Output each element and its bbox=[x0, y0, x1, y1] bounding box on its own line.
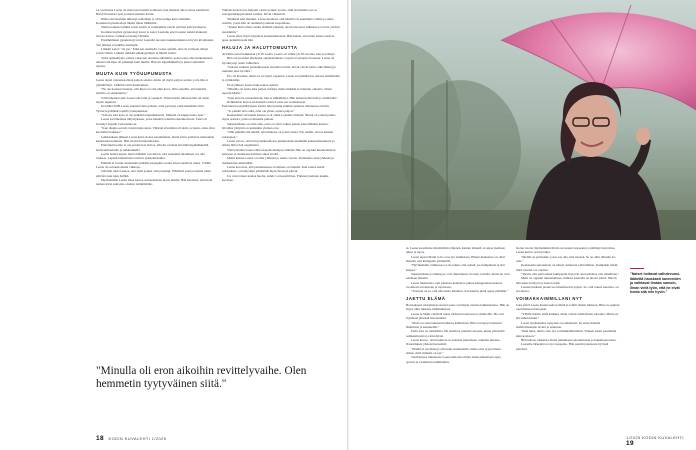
body-paragraph: Avioliitto kesti kaikkiaan yli 30 vuotta. Leena oli vähän yli 30-vuotias, kun se päättyi. bbox=[222, 52, 336, 57]
body-paragraph: Leena muistuttaa, että jokaisen kannattaa puhua kumppaninsa kanssa avoimesti toiveistaan ja rajoistaan. bbox=[406, 280, 503, 290]
body-paragraph: "Matti on ollut tukenani kaikissa käänteissä. Hän on käynyt kanssani lääkärissä ja kuunnellut." bbox=[406, 320, 502, 329]
body-paragraph: Kouluterveyden gynekologi totesi ja sanoi Leenalle ettei Leenan turkki maksaisi luovaa hoitoa. Lääkäri ei tiennyt mitään. bbox=[96, 29, 208, 39]
body-paragraph: Leena toivoo, että terveydenhuollossa puhuttaisiin enemmän seksuaalisuudesta ja siihen liittyvistä ongelmista. bbox=[222, 138, 335, 148]
left-col2-paras-a bbox=[222, 8, 340, 43]
body-paragraph: Vaihdevuosien tulo helpotti oireita jonkin verran, sillä endometrioosi on estrogeeniriippuvainen sairaus. Kivut vähenivät. bbox=[222, 8, 317, 17]
woman-with-umbrella-icon bbox=[351, 0, 696, 240]
side-pull-quote bbox=[630, 268, 682, 295]
body-paragraph: Endometrioosiin ei ole parantavaa hoitoa. Oireita voidaan lievittää kipulääkkeillä, hormonihoidoilla ja leikkauksilla. bbox=[96, 143, 210, 152]
left-col1-paras-b bbox=[96, 78, 215, 187]
folio-left bbox=[96, 435, 166, 442]
left-col2-paras-b bbox=[222, 52, 340, 182]
right-col1-paras-b bbox=[406, 303, 510, 364]
body-paragraph: Seksuaalisuus on ollut aihe, josta on ollut vaikea puhua edes lääkärin kanssa. Kivulias yhdyntä on kuitenkin yleinen oire. bbox=[222, 121, 329, 130]
body-paragraph: "Jo pelkkä tieto siitä, ettei ole yksin, auttaa paljon." bbox=[227, 108, 295, 113]
body-paragraph: Leena ja Matti viettävät aikaa yhdessä luonnossa ja matkoilla. He ovat löytäneet yhteisiä harrastuksia. bbox=[406, 311, 504, 321]
section-heading: HALUJA JA HALUTTOMUUTTA bbox=[222, 45, 298, 51]
body-paragraph: Leena alkoi myös kirjoittaa kokemuksistaan. Hän halusi, että muut naiset saisivat apua aiemmin kuin hän. bbox=[222, 34, 335, 43]
body-paragraph: Hoitaakseen endometrioosiaan Leena on käynyt useissa leikkauksissa. Hän on myös ollut mukana tutkimuksissa. bbox=[406, 303, 510, 312]
body-paragraph: Tänä päivänä Leena elää tasapainoisempaa elämää. Hän on oppinut kuuntelemaan kehoaan ja antamaan itselleen aikaa levätä. bbox=[222, 147, 336, 156]
body-paragraph: "Tiesin, että sekä oikeat kumppanit löytyvät, kun uskaltaa olla rehellinen." bbox=[521, 272, 620, 277]
body-paragraph: "En ole koskaan tiennyt, että kipu voi olla näin kova. Olin ajatellut, että kaikilla naisilla on samanlaista." bbox=[96, 86, 207, 96]
body-paragraph: Illalla alavatsakipu ilmestyi uudelleen ja oli kovempi kuin aiemmin. Kouluterveydenhoitaja lähetti hänet lääkärille. bbox=[96, 16, 191, 26]
page-number: 19 bbox=[626, 440, 635, 447]
body-paragraph: Myöhemmin Leena alkoi kertoa sairaudestaan myös muille. Hän huomasi, että moni nainen kärsi samoista oireista tietämättään. bbox=[96, 178, 213, 187]
body-paragraph: Ensimmäinen gynekologi totesi Leenalle nuorena kuukautiskierron hyvin kivuliaaksi. Sen jälkeen ei tutkittu enempää. bbox=[96, 38, 214, 47]
body-paragraph: Ero oli kivulias, mutta se toi myös vapautta. Leena sai päättää itse omasta elämästään ja rytmistään. bbox=[222, 73, 340, 83]
body-paragraph: Hän oli tavannut miehensä opiskeluaikana. Lapsia ei syntynyt koskaan. Leena oli hyväksynyt asian vähitellen. bbox=[222, 56, 335, 65]
body-paragraph: "Tuntui kuin olisin saanut elämäni takaisin. Aloin harrastaa liikuntaa ja tavata ystäviä useammin." bbox=[222, 25, 340, 34]
body-paragraph: "Välillä mietin, mitä kaikkea olisin voinut tehdä ilman sairautta. Mutta en jää siihen kiinni." bbox=[516, 311, 619, 321]
left-col1-paras-a bbox=[96, 8, 215, 69]
body-paragraph: Leena sai lähetteen tähystykseen, jossa hänellä todettiin endometrioosi. Tauti oli levinnyt laajalle vatsaonteloon. bbox=[96, 117, 207, 126]
body-paragraph: Jos vain toinen kantaa huolta, suhde voi kuormittua. Yhdessä jaettuna taakka kevenee. bbox=[222, 173, 329, 183]
body-paragraph: 14-vuotiaana Leena oli menossa bussilla kotikaan, kun mahaan alkoi sattua kamalasti. Hän jäi bussista pois ja meni takaisin kotiin. bbox=[96, 8, 210, 17]
right-col2-paras-b bbox=[516, 303, 620, 351]
section-heading: VOIMAKKAIMMILLANI NYT bbox=[516, 296, 583, 302]
body-paragraph: Leenalle tärkeintä on nyt tasapaino. Hän nauttii jokaisesta hyvästä päivästä. bbox=[516, 342, 609, 351]
body-paragraph: Elämää ei voinut suunnitella pitkälle eteenpäin, koska kivut sanelivat arkea. Välillä Leena oli sairauslomalla viikkoja. bbox=[96, 160, 211, 170]
body-paragraph: Leenan mukaan pienet teot merkitsevät paljon. Se, että toinen huomaa, on arvokasta. bbox=[516, 285, 619, 294]
body-paragraph: Matin kanssa Leena on ollut yhdessä jo useita vuosia. Pariskunta asuu yhdessä ja matkustelee mielellään. bbox=[222, 156, 334, 165]
body-paragraph: Sitten koulusta tulikin soitto kotiin ja vanhemmat veivät tyttären päivystykseen. bbox=[101, 25, 207, 30]
body-paragraph: Parin arki on rauhallista. He nauttivat pienistä asioista, kuten yhteisistä aamukahveista ja kävelyistä. bbox=[406, 329, 505, 338]
body-paragraph: Leena tapasi Matin ja he ovat nyt naimisissa. Hänen mukaansa on ollut tärkeää, että kumppani ymmärtää. bbox=[406, 254, 505, 264]
body-paragraph: Välivaiheiden ajan Leena teki töitä ja opiskeli. Töistä kotiin tultuaan hän oli usein täysin uupunut. bbox=[96, 95, 210, 104]
accent-bar bbox=[630, 268, 644, 269]
right-col2-paras-a bbox=[516, 246, 620, 294]
left-column-2 bbox=[222, 8, 340, 364]
body-paragraph: Seksuaalisuus ja läheisyys ovat muuttuneet vuosien varrella, mutta ne ovat edelleen tärkeitä. bbox=[406, 272, 510, 281]
folio-right bbox=[626, 435, 696, 447]
body-paragraph: "Kun kerroin sairaudestani, hän ei säikähtänyt. Hän halusi tietää lisää ja ymmärtää." bbox=[227, 95, 338, 100]
body-paragraph: Matti on oppinut tunnistamaan, milloin Leenalla on huono päivä. Silloin hän tekee kotityöt ja antaa levätä. bbox=[516, 276, 617, 285]
right-col1-paras-a bbox=[406, 246, 510, 294]
body-paragraph: "Sanoin, että kyse ei ole pelkästä uupumuksesta. Minulla on kipuja koko ajan." bbox=[101, 112, 206, 117]
body-paragraph: Rohkeuttaa kertoa endometrioosista Leena sai vertaistuesta. Endometrioosiyhdistyksen kautta hän tutustui muihin samassa tilanteessa oleviin. bbox=[222, 99, 330, 109]
body-paragraph: Tuollaisessa tilanteessa Leena kehottaa muita naisia hakemaan apua ajoissa ja vaatimaan tutkimuksia. bbox=[406, 355, 501, 364]
section-heading: MUUTA KUIN TYÖUUPUMUSTA bbox=[96, 71, 173, 77]
body-paragraph: Leikkauksen jälkeen Leena koki olonsa paremmaksi, mutta kivut palasivat muutaman kuukauden kuluttua. Hän aloitti hormonihoidon. bbox=[96, 134, 215, 143]
right-column-1 bbox=[406, 246, 510, 431]
body-paragraph: Leena korostaa, että parisuhteessa avoimuus on tärkeää. Kun toinen tietää sairaudesta, on helpompi ymmärtää myös huonoja päiviä. bbox=[222, 165, 325, 174]
body-paragraph: Keskustelu sairaudesta on tehnyt suhteesta vahvemman. Kumpikin tietää, mitä toiselta voi odottaa. bbox=[516, 263, 618, 272]
body-paragraph: "Tosiasia on se, että oma keho muuttuu. Sen kanssa pitää oppia elämään." bbox=[411, 289, 509, 294]
body-paragraph: "Ikää tulee, mutta olen nyt voimakkaimmillani. Tunnen itseni paremmin kuin koskaan." bbox=[516, 329, 617, 338]
body-paragraph: "Minulla oli ensin aika paljon treffejä, mutta mikään ei tuntunut oikealta. Sitten tapasin Matin." bbox=[222, 86, 332, 96]
body-paragraph: "Sairaus vaikutti parisuhteeseen monella tavalla. Kivut veivät halut, eikä läheisyys tuntunut aina hyvältä." bbox=[222, 65, 336, 74]
section-heading: JAETTU ELÄMÄ bbox=[406, 296, 446, 302]
body-paragraph: Leena halusi lapsia, mutta lääkärit varoittivat, että raskaaksi tuleminen voi olla vaikeaa. Lapsettomuushoidot tulivat ajankohtaisiksi. bbox=[96, 152, 205, 161]
body-paragraph: Joka päivä Leena kuulee kehon ääniä ja toimii niiden mukaan. Hän on oppinut rajoittamaan menojaan. bbox=[516, 303, 620, 312]
body-paragraph: Vielä opiskelijana, ennen vakavien oireiden alkamista, koki Leena aina kuukautisten aikaan että kipu oli pahempi kuin muilla. Hän söi kipulääkkeitä ja jaksoi sinnitellä arjessa. bbox=[96, 55, 213, 69]
body-paragraph: "Olin pitkään sitä mieltä, että minussa on jotain vikaa. Nyt tiedän, että se kuuluu sairauteen." bbox=[222, 130, 334, 139]
side-quote-text: "Naiset hoitavat vaihdevuosi-lääkettä hauskasti kavereiden ja vaihtavat ilmaan samoin, ilman vielä työn, että he eivät hoida sitä niin hyvin." bbox=[630, 272, 681, 295]
body-paragraph: Koine vuotta myöhemmin Matti oni saanut tarpeeksi ja päättänyt kirjoittaa. Leena kertoo sen hyväksi. bbox=[516, 246, 616, 255]
body-paragraph: Keskustelut vertaisten kanssa ovat olleet Leenalle tärkeitä. Niissä on voinut puhua myös asioista, joista ei muualla puhuta. bbox=[222, 112, 336, 122]
body-paragraph: Leena kertoo, että huumori on auttanut jaksamaan vaikeina aikoina. Nauraminen yhdessä keventää. bbox=[406, 337, 501, 347]
body-paragraph: "Hyväksikäin vaihtuessa ei ole pakko olla seksiä, jos kumpikaan ei sitä kaipaa." bbox=[406, 263, 505, 272]
body-paragraph: "Elämä ei ole mennyt niin kuin suunnittelin, mutta olen tyytyväinen siihen, mitä minulla on nyt." bbox=[406, 346, 501, 355]
body-paragraph: Silti hän jaksoi uskoa, että vielä joskus olisi parempi. Elämästä saattoi nauttia niinä päivinä, kun kipu hellitti. bbox=[96, 169, 211, 178]
body-paragraph: Eron jälkeen Leena haki seuraa netistä. bbox=[227, 82, 279, 87]
body-paragraph: Leena tajusi vastaanotollaan paljon asioita, mutta oli myös paljon asioita, joita hän ei ymmärtänyt. Lääkärit eivät kuunnelleet. bbox=[96, 78, 209, 87]
page-number: 18 bbox=[96, 435, 105, 442]
body-paragraph: "Kun diagnoosi tuli, tunsin helpotusta. Vihdoin kivuilleni oli nimi, ja tiesin, etten ollut kuvitellut kaikkea." bbox=[96, 125, 215, 135]
folio-text: 1/2025 KODIN KUVALEHTI bbox=[626, 435, 684, 440]
right-column-2 bbox=[516, 246, 620, 431]
folio-text: KODIN KUVALEHTI 1/2025 bbox=[108, 436, 167, 441]
pull-quote: "Minulla oli eron aikoihin revittelyvaihe. Olen hemmetin tyytyväinen siitä." bbox=[96, 365, 307, 390]
page-gutter bbox=[347, 0, 349, 450]
body-paragraph: Hän haluaa rohkaista muita puhumaan sairaudestaan ja hakemaan tukea. bbox=[521, 337, 617, 342]
left-column-1 bbox=[96, 8, 215, 364]
portrait-photo bbox=[351, 0, 696, 240]
body-paragraph: Keväällä 2009 Leena sairastui niin pahasti, ettei pystynyt enää tekemään töitä. Työterveyslääkäri epäili työuupumusta. bbox=[96, 104, 205, 113]
body-paragraph: Yhtäkkiä arki muuttui. Leena huomasi, että hänellä oli enemmän voimia ja aikaa asioille, joista hän oli aiemmin joutunut luopumaan. bbox=[222, 16, 334, 26]
body-paragraph: ei. Leena suosittelee miettimään tyhjensä, kuinka tärkeää on antaa itselleen aikaa ja lepoa. bbox=[406, 246, 505, 255]
body-paragraph: "Meillä on parisuhde, jossa saa olla oma itsensä. Se on ollut minulle iso asia." bbox=[516, 254, 616, 264]
body-paragraph: Leena työskentelee nykyisin osa-aikaisesti. Se antaa hänelle mahdollisuuden levätä ja palautua. bbox=[516, 320, 601, 329]
body-paragraph: Lääkäri sanoi: "Ai jaa." Eikä sen enempää. Leena ajatteli, että oli varmaan tehnyt jotain väärin. Lääkäri määräsi ehkäisypillerit ja lähetti kotiin. bbox=[96, 47, 209, 56]
